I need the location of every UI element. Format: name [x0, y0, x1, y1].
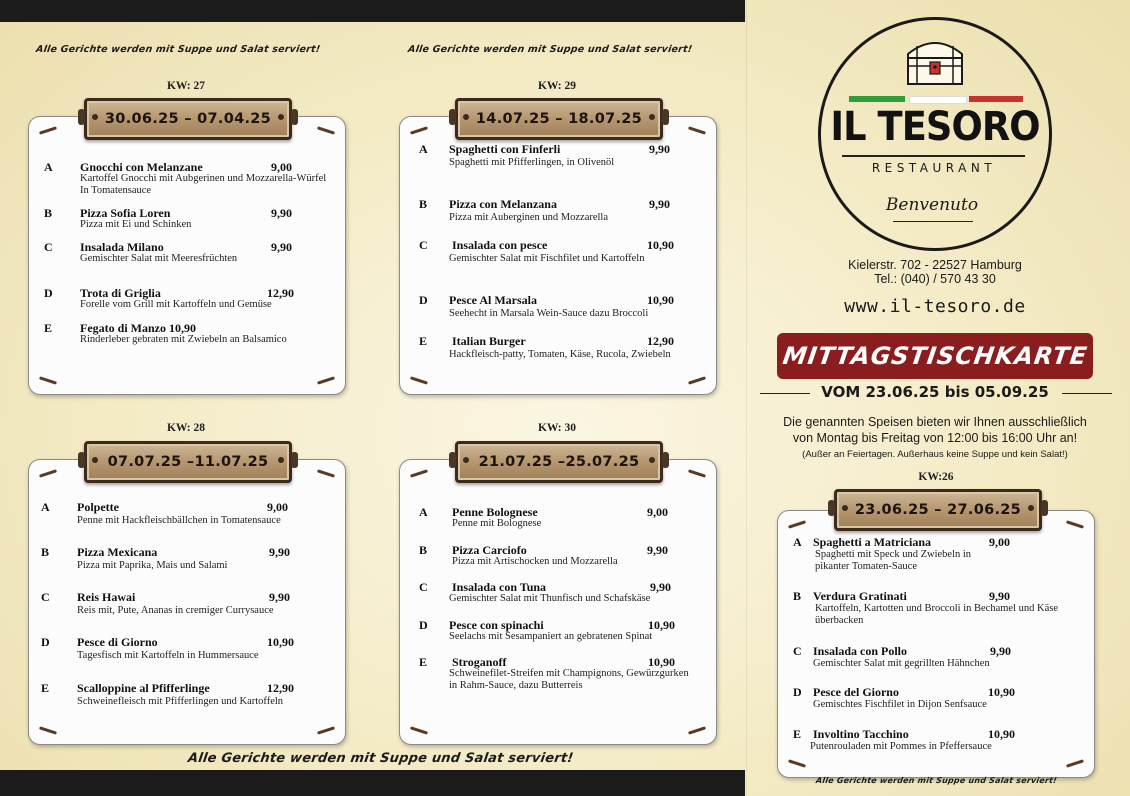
item-name: Pizza Mexicana [77, 545, 158, 559]
nail-icon [688, 126, 706, 134]
date-plaque [84, 98, 292, 140]
item-desc: Gemischter Salat mit Meeresfrüchten [80, 253, 238, 264]
item-desc: Forelle vom Grill mit Kartoffeln und Gemüse [80, 299, 272, 310]
menu-card-kw30 [399, 459, 717, 745]
item-letter: A [419, 505, 428, 519]
website-link[interactable]: www.il-tesoro.de [844, 296, 1026, 317]
item-name: Involtino Tacchino [813, 727, 909, 741]
info-line-1: Die genannten Speisen bieten wir Ihnen ausschließlich [783, 415, 1087, 429]
info-line-3: (Außer an Feiertagen. Außerhaus keine Suppe und kein Salat!) [802, 449, 1068, 460]
item-name: Italian Burger [452, 334, 526, 348]
nail-icon [39, 726, 57, 734]
kw-label: KW: 28 [166, 422, 205, 434]
nail-icon [39, 376, 57, 384]
nail-icon [410, 469, 428, 477]
item-name: Pizza Carciofo [452, 543, 527, 557]
item-name: Penne Bolognese [452, 505, 538, 519]
restaurant-subtitle: RESTAURANT [871, 161, 997, 175]
item-letter: B [419, 543, 428, 557]
item-letter: D [793, 685, 802, 699]
slogan-top-left: Alle Gerichte werden mit Suppe und Salat serviert! [35, 44, 322, 55]
item-desc: Pizza mit Artischocken und Mozzarella [452, 556, 618, 567]
item-desc: Seelachs mit Sesampaniert an gebratenen Spinat [449, 631, 653, 642]
item-name: Verdura Gratinati [813, 589, 907, 603]
screw-icon [278, 114, 284, 120]
item-price: 10,90 [988, 685, 1015, 699]
item-letter: E [793, 727, 802, 741]
item-price: 9,90 [647, 543, 668, 557]
item-desc: Pizza mit Paprika, Mais und Salami [77, 560, 228, 571]
item-desc: Schweinefleisch mit Pfifferlingen und Kartoffeln [77, 696, 284, 707]
item-price: 9,00 [647, 505, 668, 519]
item-letter: B [419, 197, 428, 211]
screw-icon [649, 114, 655, 120]
top-bar [0, 0, 745, 22]
screw-icon [842, 505, 848, 511]
nail-icon [788, 520, 806, 528]
item-price: 12,90 [267, 286, 294, 300]
info-line-2: von Montag bis Freitag von 12:00 bis 16:00 Uhr an! [792, 431, 1078, 445]
item-letter: D [41, 635, 50, 649]
item-desc: Pizza mit Auberginen und Mozzarella [449, 212, 609, 223]
kw-label: KW: 29 [537, 80, 576, 92]
nail-icon [788, 759, 806, 767]
menu-card-kw26 [777, 510, 1095, 778]
item-letter: D [44, 286, 53, 300]
item-desc: Pizza mit Ei und Schinken [80, 219, 192, 230]
item-price: 12,90 [647, 334, 674, 348]
item-letter: B [793, 589, 802, 603]
item-price: 10,90 [988, 727, 1015, 741]
item-desc: Reis mit, Pute, Ananas in cremiger Currysauce [77, 605, 274, 616]
item-name: Pesce di Giorno [77, 635, 158, 649]
slogan-top-middle: Alle Gerichte werden mit Suppe und Salat serviert! [407, 44, 694, 55]
item-letter: A [793, 535, 802, 549]
item-desc: Tagesfisch mit Kartoffeln in Hummersauce [77, 650, 259, 661]
kw-label: KW:26 [918, 471, 954, 483]
item-name: Polpette [77, 500, 119, 514]
nail-icon [410, 726, 428, 734]
nail-icon [688, 469, 706, 477]
item-letter: D [419, 293, 428, 307]
item-letter: C [419, 238, 428, 252]
item-desc: Kartoffeln, Kartotten und Broccoli in Bechamel und Käse überbacken [815, 603, 1058, 626]
item-price: 9,90 [269, 545, 290, 559]
treasure-chest-icon [902, 36, 968, 86]
item-price: 10,90 [648, 655, 675, 669]
nail-icon [688, 376, 706, 384]
item-name: Trota di Griglia [80, 286, 161, 300]
screw-icon [1028, 505, 1034, 511]
screw-icon [463, 457, 469, 463]
item-letter: A [419, 142, 428, 156]
item-letter: E [419, 334, 428, 348]
nail-icon [317, 126, 335, 134]
validity-period [760, 383, 1110, 403]
item-name: Insalada con Tuna [452, 580, 547, 594]
kw-label: KW: 30 [537, 422, 576, 434]
item-letter: C [44, 240, 53, 254]
date-range: 30.06.25 – 07.04.25 [104, 111, 272, 127]
item-letter: E [41, 681, 50, 695]
date-range: 14.07.25 – 18.07.25 [475, 111, 643, 127]
nail-icon [1066, 759, 1084, 767]
page-fold [746, 0, 747, 796]
menu-card-kw27 [28, 116, 346, 395]
item-price: 12,90 [267, 681, 294, 695]
item-name: Pesce del Giorno [813, 685, 899, 699]
item-price: 9,90 [649, 142, 670, 156]
date-range: 23.06.25 – 27.06.25 [854, 502, 1022, 518]
date-plaque [455, 98, 663, 140]
item-price: 9,90 [271, 206, 292, 220]
item-name: Pesce Al Marsala [449, 293, 537, 307]
item-name: Insalada con Pollo [813, 644, 908, 658]
item-desc: Penne mit Hackfleischbällchen in Tomatensauce [77, 515, 281, 526]
date-range: 07.07.25 –11.07.25 [107, 454, 269, 470]
item-price: 9,00 [989, 535, 1010, 549]
nail-icon [39, 469, 57, 477]
item-price: 9,00 [267, 500, 288, 514]
item-name: Pizza con Melanzana [449, 197, 557, 211]
item-letter: E [44, 321, 53, 335]
date-plaque [84, 441, 292, 483]
screw-icon [463, 114, 469, 120]
item-desc: Gemischter Salat mit Thunfisch und Schafskäse [449, 593, 651, 604]
item-desc: Rinderleber gebraten mit Zwiebeln an Balsamico [80, 334, 287, 345]
item-price: 9,90 [990, 644, 1011, 658]
item-desc: Penne mit Bolognese [452, 518, 542, 529]
item-price: 10,90 [648, 618, 675, 632]
item-price: 10,90 [647, 293, 674, 307]
restaurant-name: IL TESORO [830, 104, 1040, 150]
item-desc: Kartoffel Gnocchi mit Aubgerinen und Mozzarella-Würfel In Tomatensauce [80, 173, 327, 196]
item-letter: C [793, 644, 802, 658]
nail-icon [317, 726, 335, 734]
item-letter: C [419, 580, 428, 594]
item-desc: Putenrouladen mit Pommes in Pfeffersauce [810, 741, 992, 752]
item-price: 9,00 [271, 160, 292, 174]
item-letter: B [41, 545, 50, 559]
item-letter: B [44, 206, 53, 220]
date-range: 21.07.25 –25.07.25 [478, 454, 640, 470]
item-letter: E [419, 655, 428, 669]
flag-green-stripe [849, 96, 905, 102]
item-name: Fegato di Manzo 10,90 [80, 321, 196, 335]
screw-icon [92, 457, 98, 463]
screw-icon [92, 114, 98, 120]
nail-icon [1066, 520, 1084, 528]
address: Kielerstr. 702 - 22527 Hamburg [848, 258, 1022, 272]
nail-icon [410, 126, 428, 134]
slogan-bottom: Alle Gerichte werden mit Suppe und Salat serviert! [186, 751, 575, 766]
nail-icon [410, 376, 428, 384]
bottom-bar [0, 770, 745, 796]
item-name: Pesce con spinachi [449, 618, 544, 632]
item-price: 9,90 [649, 197, 670, 211]
item-letter: A [41, 500, 50, 514]
kw-label: KW: 27 [166, 80, 205, 92]
item-name: Scalloppine al Pfifferlinge [77, 681, 210, 695]
item-price: 10,90 [647, 238, 674, 252]
slogan-bottom-right: Alle Gerichte werden mit Suppe und Salat serviert! [815, 776, 1058, 785]
item-name: Spaghetti a Matriciana [813, 535, 931, 549]
item-letter: D [419, 618, 428, 632]
item-name: Stroganoff [452, 655, 507, 669]
period-text: VOM 23.06.25 bis 05.09.25 [821, 383, 1049, 401]
tagline-underline [893, 221, 973, 222]
nail-icon [688, 726, 706, 734]
item-name: Gnocchi con Melanzane [80, 160, 203, 174]
flag-red-stripe [969, 96, 1023, 102]
nail-icon [317, 376, 335, 384]
item-name: Insalada con pesce [452, 238, 548, 252]
restaurant-tagline: Benvenuto [885, 195, 979, 215]
logo-divider [842, 155, 1025, 157]
item-price: 9,90 [650, 580, 671, 594]
date-plaque [455, 441, 663, 483]
item-desc: Seehecht in Marsala Wein-Sauce dazu Broccoli [449, 308, 649, 319]
menu-card-kw29 [399, 116, 717, 395]
item-price: 9,90 [271, 240, 292, 254]
item-name: Insalada Milano [80, 240, 164, 254]
item-desc: Gemischter Salat mit gegrillten Hähnchen [813, 658, 990, 669]
item-letter: C [41, 590, 50, 604]
item-desc: Gemischter Salat mit Fischfilet und Kartoffeln [449, 253, 645, 264]
screw-icon [278, 457, 284, 463]
phone: Tel.: (040) / 570 43 30 [874, 272, 996, 286]
banner-title: MITTAGSTISCHKARTE [780, 342, 1090, 370]
item-name: Pizza Sofia Loren [80, 206, 171, 220]
item-desc: Hackfleisch-patty, Tomaten, Käse, Rucola, Zwiebeln [449, 349, 671, 360]
item-desc: Spaghetti mit Speck und Zwiebeln in pikanter Tomaten-Sauce [815, 549, 972, 572]
title-banner [777, 333, 1093, 379]
item-price: 9,90 [269, 590, 290, 604]
item-name: Reis Hawai [77, 590, 136, 604]
screw-icon [649, 457, 655, 463]
item-price: 9,90 [989, 589, 1010, 603]
item-price: 10,90 [267, 635, 294, 649]
menu-card-kw28 [28, 459, 346, 745]
nail-icon [39, 126, 57, 134]
item-desc: Gemischtes Fischfilet in Dijon Senfsauce [813, 699, 987, 710]
item-letter: A [44, 160, 53, 174]
item-desc: Spaghetti mit Pfifferlingen, in Olivenöl [449, 157, 615, 168]
flag-white-stripe [909, 96, 967, 104]
nail-icon [317, 469, 335, 477]
item-name: Spaghetti con Finferli [449, 142, 561, 156]
item-desc: Schweinefilet-Streifen mit Champignons, Gewürzgurken in Rahm-Sauce, dazu Butterreis [449, 668, 689, 691]
date-plaque [834, 489, 1042, 531]
